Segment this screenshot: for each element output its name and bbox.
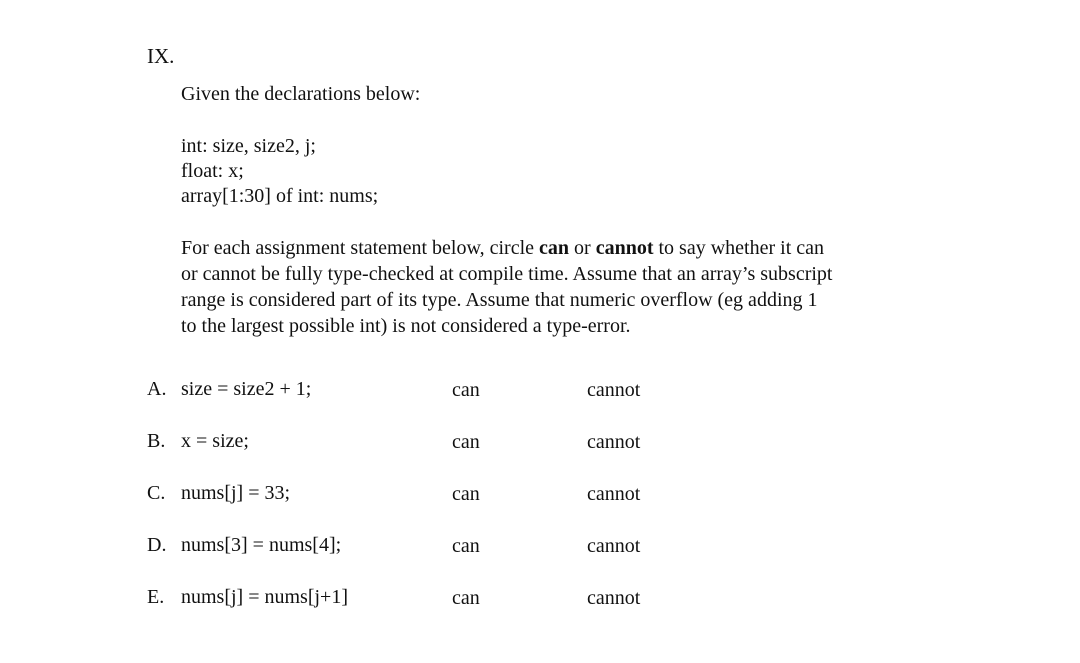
section-number: IX. — [147, 44, 175, 68]
instructions-text: or — [569, 237, 596, 259]
question-statement: nums[j] = nums[j+1] — [181, 586, 348, 608]
declaration-line: array[1:30] of int: nums; — [181, 185, 379, 207]
option-cannot[interactable]: cannot — [587, 535, 641, 557]
instructions-line: or cannot be fully type-checked at compile time. Assume that an array’s subscript — [181, 263, 833, 285]
intro-text: Given the declarations below: — [181, 83, 421, 105]
option-can[interactable]: can — [452, 483, 480, 505]
option-cannot[interactable]: cannot — [587, 483, 641, 505]
question-letter: C. — [147, 482, 166, 504]
option-can[interactable]: can — [452, 379, 480, 401]
question-statement: size = size2 + 1; — [181, 378, 312, 400]
keyword-can: can — [539, 237, 570, 259]
option-can[interactable]: can — [452, 587, 480, 609]
option-cannot[interactable]: cannot — [587, 379, 641, 401]
instructions-text: For each assignment statement below, circle — [181, 237, 540, 259]
instructions-line: range is considered part of its type. Assume that numeric overflow (eg adding 1 — [181, 289, 818, 311]
declaration-line: int: size, size2, j; — [181, 135, 316, 157]
question-letter: D. — [147, 534, 167, 556]
option-can[interactable]: can — [452, 535, 480, 557]
question-statement: nums[3] = nums[4]; — [181, 534, 342, 556]
question-letter: E. — [147, 586, 165, 608]
instructions-line: to the largest possible int) is not considered a type-error. — [181, 315, 631, 337]
question-letter: B. — [147, 430, 166, 452]
instructions-text: to say whether it can — [653, 237, 824, 259]
question-statement: nums[j] = 33; — [181, 482, 291, 504]
question-letter: A. — [147, 378, 167, 400]
option-can[interactable]: can — [452, 431, 480, 453]
option-cannot[interactable]: cannot — [587, 431, 641, 453]
option-cannot[interactable]: cannot — [587, 587, 641, 609]
instructions-line — [181, 238, 824, 258]
declaration-line: float: x; — [181, 160, 244, 182]
keyword-cannot: cannot — [595, 237, 654, 259]
question-statement: x = size; — [181, 430, 249, 452]
